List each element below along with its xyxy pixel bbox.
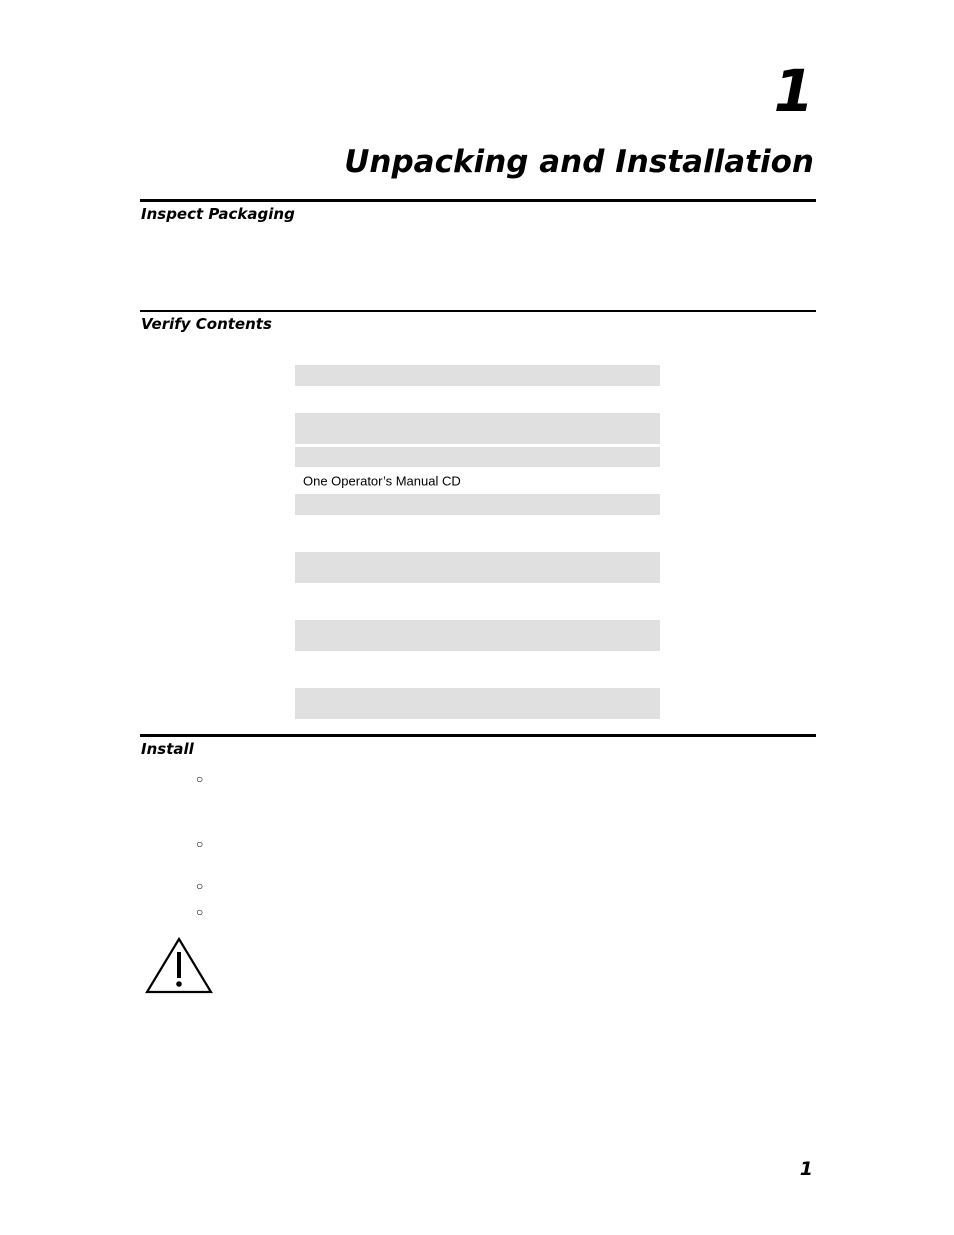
contents-row-text: One Operator’s Manual CD	[303, 473, 461, 488]
chapter-number: 1	[773, 57, 814, 125]
section-rule-install	[140, 734, 816, 737]
chapter-title: Unpacking and Installation	[344, 144, 814, 180]
install-bullet: ○	[196, 837, 204, 851]
section-heading-verify: Verify Contents	[141, 315, 272, 333]
section-heading-inspect: Inspect Packaging	[141, 205, 295, 223]
contents-row	[295, 688, 660, 719]
section-rule-verify	[140, 310, 816, 312]
contents-row	[295, 651, 660, 688]
install-bullet: ○	[196, 905, 204, 919]
contents-row	[295, 583, 660, 620]
contents-row	[295, 494, 660, 515]
section-heading-install: Install	[141, 740, 194, 758]
install-bullet: ○	[196, 879, 204, 893]
page-number: 1	[799, 1158, 813, 1180]
contents-row	[295, 447, 660, 467]
section-rule-inspect	[140, 199, 816, 202]
warning-triangle-icon	[144, 936, 214, 996]
contents-row	[295, 467, 660, 494]
contents-row	[295, 552, 660, 583]
install-bullet: ○	[196, 772, 204, 786]
contents-row	[295, 515, 660, 552]
contents-row	[295, 365, 660, 386]
contents-row	[295, 413, 660, 444]
contents-row	[295, 620, 660, 651]
contents-row	[295, 386, 660, 413]
